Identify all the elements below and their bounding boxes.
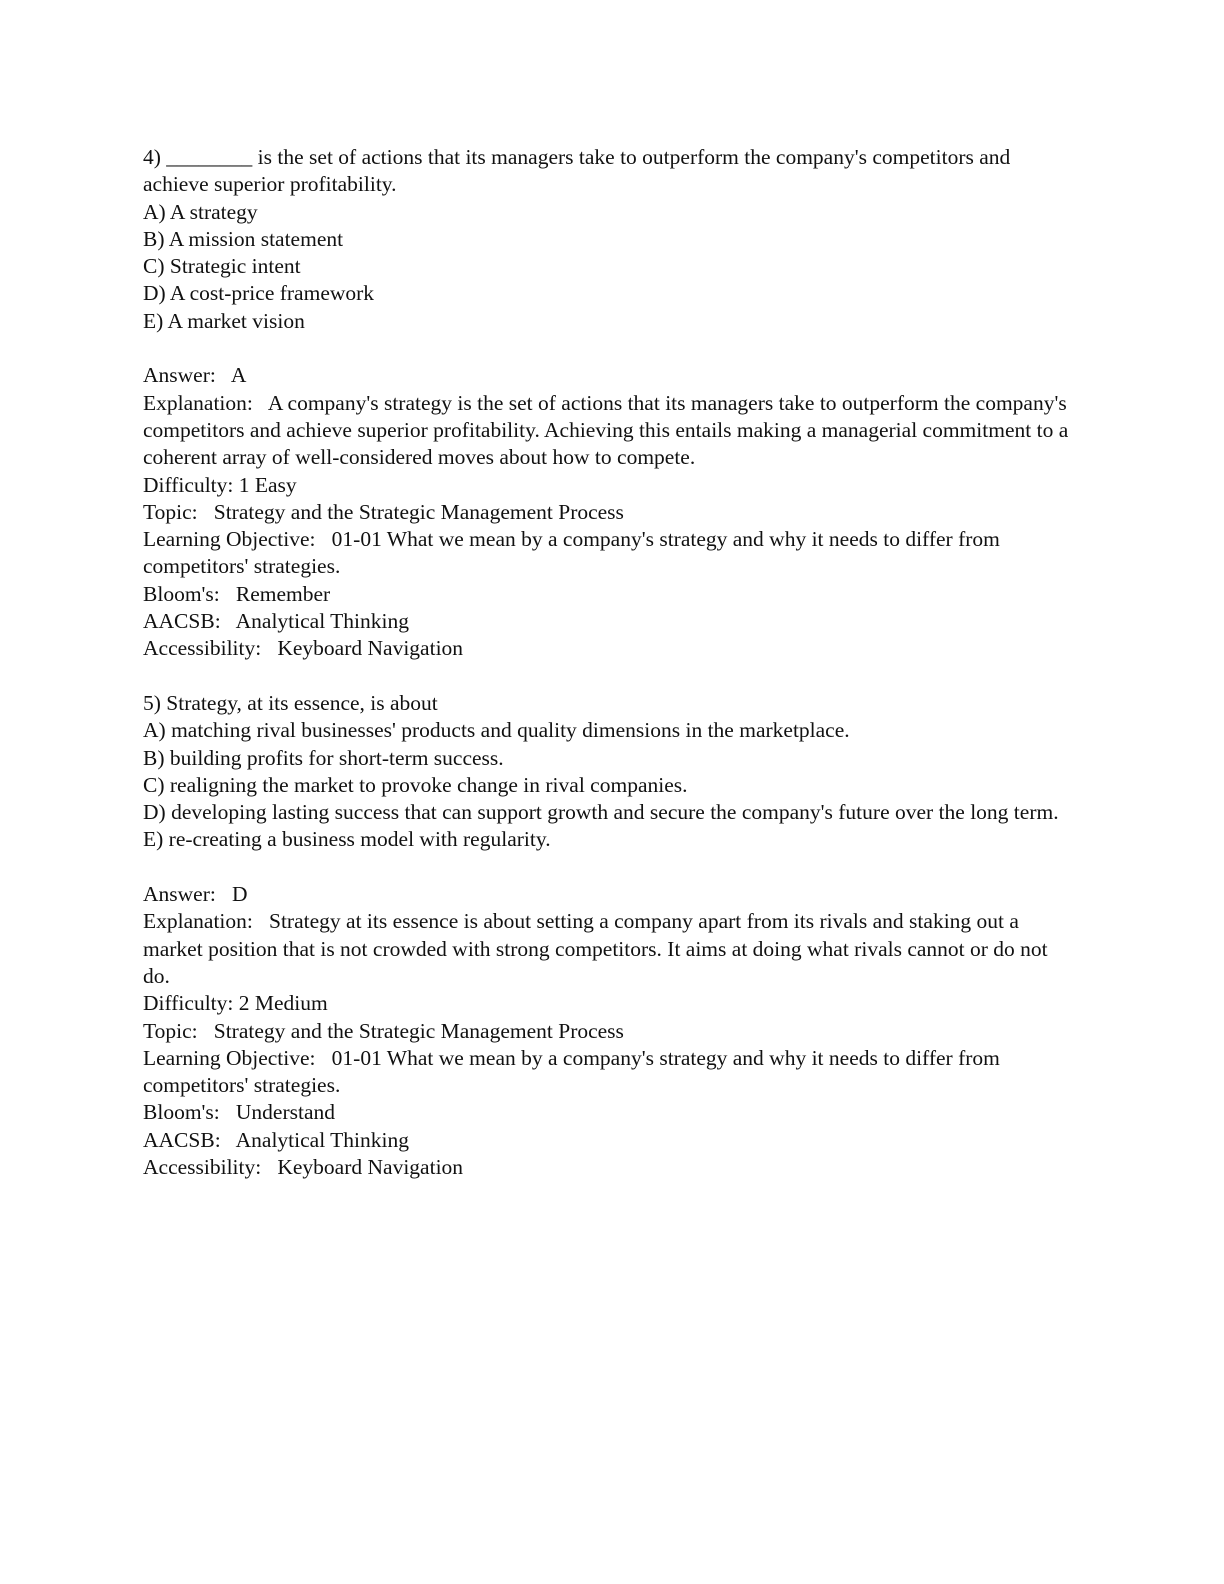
- spacer: [143, 663, 1073, 690]
- option-a: [143, 717, 1073, 744]
- option-letter: C): [143, 772, 165, 797]
- blooms-label: Bloom's:: [143, 1100, 220, 1125]
- aacsb-line: [143, 608, 1073, 635]
- question-5: [143, 690, 1073, 1181]
- question-stem: [143, 690, 1073, 717]
- aacsb-value: Analytical Thinking: [235, 1127, 409, 1152]
- topic-value: Strategy and the Strategic Management Process: [213, 499, 624, 524]
- option-e: [143, 308, 1073, 335]
- option-text: A strategy: [169, 199, 258, 224]
- option-b: [143, 226, 1073, 253]
- topic-value: Strategy and the Strategic Management Process: [213, 1018, 624, 1043]
- option-text: A cost-price framework: [169, 281, 375, 306]
- topic-label: Topic:: [143, 499, 198, 524]
- difficulty-value: 2 Medium: [238, 991, 328, 1016]
- option-letter: D): [143, 281, 166, 306]
- explanation-line: [143, 908, 1073, 990]
- answer-value: A: [230, 363, 247, 388]
- option-text: Strategic intent: [169, 254, 301, 279]
- option-text: realigning the market to provoke change in rival companies.: [169, 772, 688, 797]
- accessibility-value: Keyboard Navigation: [277, 636, 464, 661]
- question-text: ________ is the set of actions that its managers take to outperform the company's competitors and achieve superior profitability.: [143, 145, 1016, 197]
- option-d: [143, 280, 1073, 307]
- option-letter: D): [143, 800, 166, 825]
- objective-label: Learning Objective:: [143, 1045, 316, 1070]
- explanation-text: Strategy at its essence is about setting a company apart from its rivals and staking out a market position that is not crowded with strong competitors. It aims at doing what rivals cannot or do not do.: [143, 909, 1054, 988]
- topic-line: [143, 1018, 1073, 1045]
- option-letter: E): [143, 827, 164, 852]
- objective-line: [143, 526, 1073, 581]
- option-e: [143, 826, 1073, 853]
- question-number: 5): [143, 690, 161, 715]
- aacsb-value: Analytical Thinking: [235, 609, 409, 634]
- answer-label: Answer:: [143, 363, 216, 388]
- option-text: A market vision: [167, 308, 305, 333]
- option-letter: A): [143, 718, 166, 743]
- topic-label: Topic:: [143, 1018, 198, 1043]
- option-letter: B): [143, 226, 165, 251]
- answer-line: [143, 881, 1073, 908]
- answer-line: [143, 362, 1073, 389]
- explanation-label: Explanation:: [143, 390, 253, 415]
- aacsb-label: AACSB:: [143, 1127, 221, 1152]
- difficulty-line: [143, 990, 1073, 1017]
- option-d: [143, 799, 1073, 826]
- option-c: [143, 772, 1073, 799]
- explanation-line: [143, 390, 1073, 472]
- option-letter: A): [143, 199, 166, 224]
- objective-value: 01-01 What we mean by a company's strategy and why it needs to differ from competitors' strategies.: [143, 1045, 1006, 1098]
- spacer: [143, 335, 1073, 362]
- difficulty-value: 1 Easy: [238, 472, 297, 497]
- question-text: Strategy, at its essence, is about: [166, 690, 438, 715]
- option-letter: C): [143, 254, 165, 279]
- difficulty-label: Difficulty:: [143, 991, 234, 1016]
- option-text: building profits for short-term success.: [169, 745, 504, 770]
- difficulty-label: Difficulty:: [143, 472, 234, 497]
- objective-value: 01-01 What we mean by a company's strategy and why it needs to differ from competitors' strategies.: [143, 527, 1006, 579]
- blooms-value: Understand: [235, 1100, 336, 1125]
- topic-line: [143, 499, 1073, 526]
- accessibility-line: [143, 635, 1073, 662]
- answer-value: D: [231, 882, 248, 907]
- blooms-value: Remember: [235, 581, 331, 606]
- accessibility-label: Accessibility:: [143, 1154, 262, 1179]
- question-number: 4): [143, 145, 161, 169]
- accessibility-value: Keyboard Navigation: [277, 1154, 464, 1179]
- accessibility-label: Accessibility:: [143, 636, 262, 661]
- blooms-label: Bloom's:: [143, 581, 220, 606]
- blooms-line: [143, 1099, 1073, 1126]
- objective-line: [143, 1045, 1073, 1100]
- option-text: developing lasting success that can support growth and secure the company's future over the long term.: [171, 800, 1059, 825]
- answer-label: Answer:: [143, 882, 216, 907]
- option-b: [143, 745, 1073, 772]
- accessibility-line: [143, 1154, 1073, 1181]
- option-a: [143, 199, 1073, 226]
- explanation-label: Explanation:: [143, 909, 253, 934]
- option-c: [143, 253, 1073, 280]
- aacsb-line: [143, 1127, 1073, 1154]
- blooms-line: [143, 581, 1073, 608]
- option-letter: B): [143, 745, 165, 770]
- page-content: [143, 144, 1073, 1181]
- objective-label: Learning Objective:: [143, 527, 316, 552]
- question-4: [143, 144, 1073, 663]
- explanation-text: A company's strategy is the set of actions that its managers take to outperform the company's competitors and achieve superior profitability. Achieving this entails making a managerial commitment to a coherent array of well-considered moves about how to compete.: [143, 390, 1074, 470]
- question-stem: [143, 144, 1073, 199]
- option-text: re-creating a business model with regularity.: [168, 827, 551, 852]
- aacsb-label: AACSB:: [143, 609, 221, 634]
- option-text: A mission statement: [168, 226, 344, 251]
- option-letter: E): [143, 308, 164, 333]
- difficulty-line: [143, 472, 1073, 499]
- spacer: [143, 854, 1073, 881]
- option-text: matching rival businesses' products and quality dimensions in the marketplace.: [171, 718, 850, 743]
